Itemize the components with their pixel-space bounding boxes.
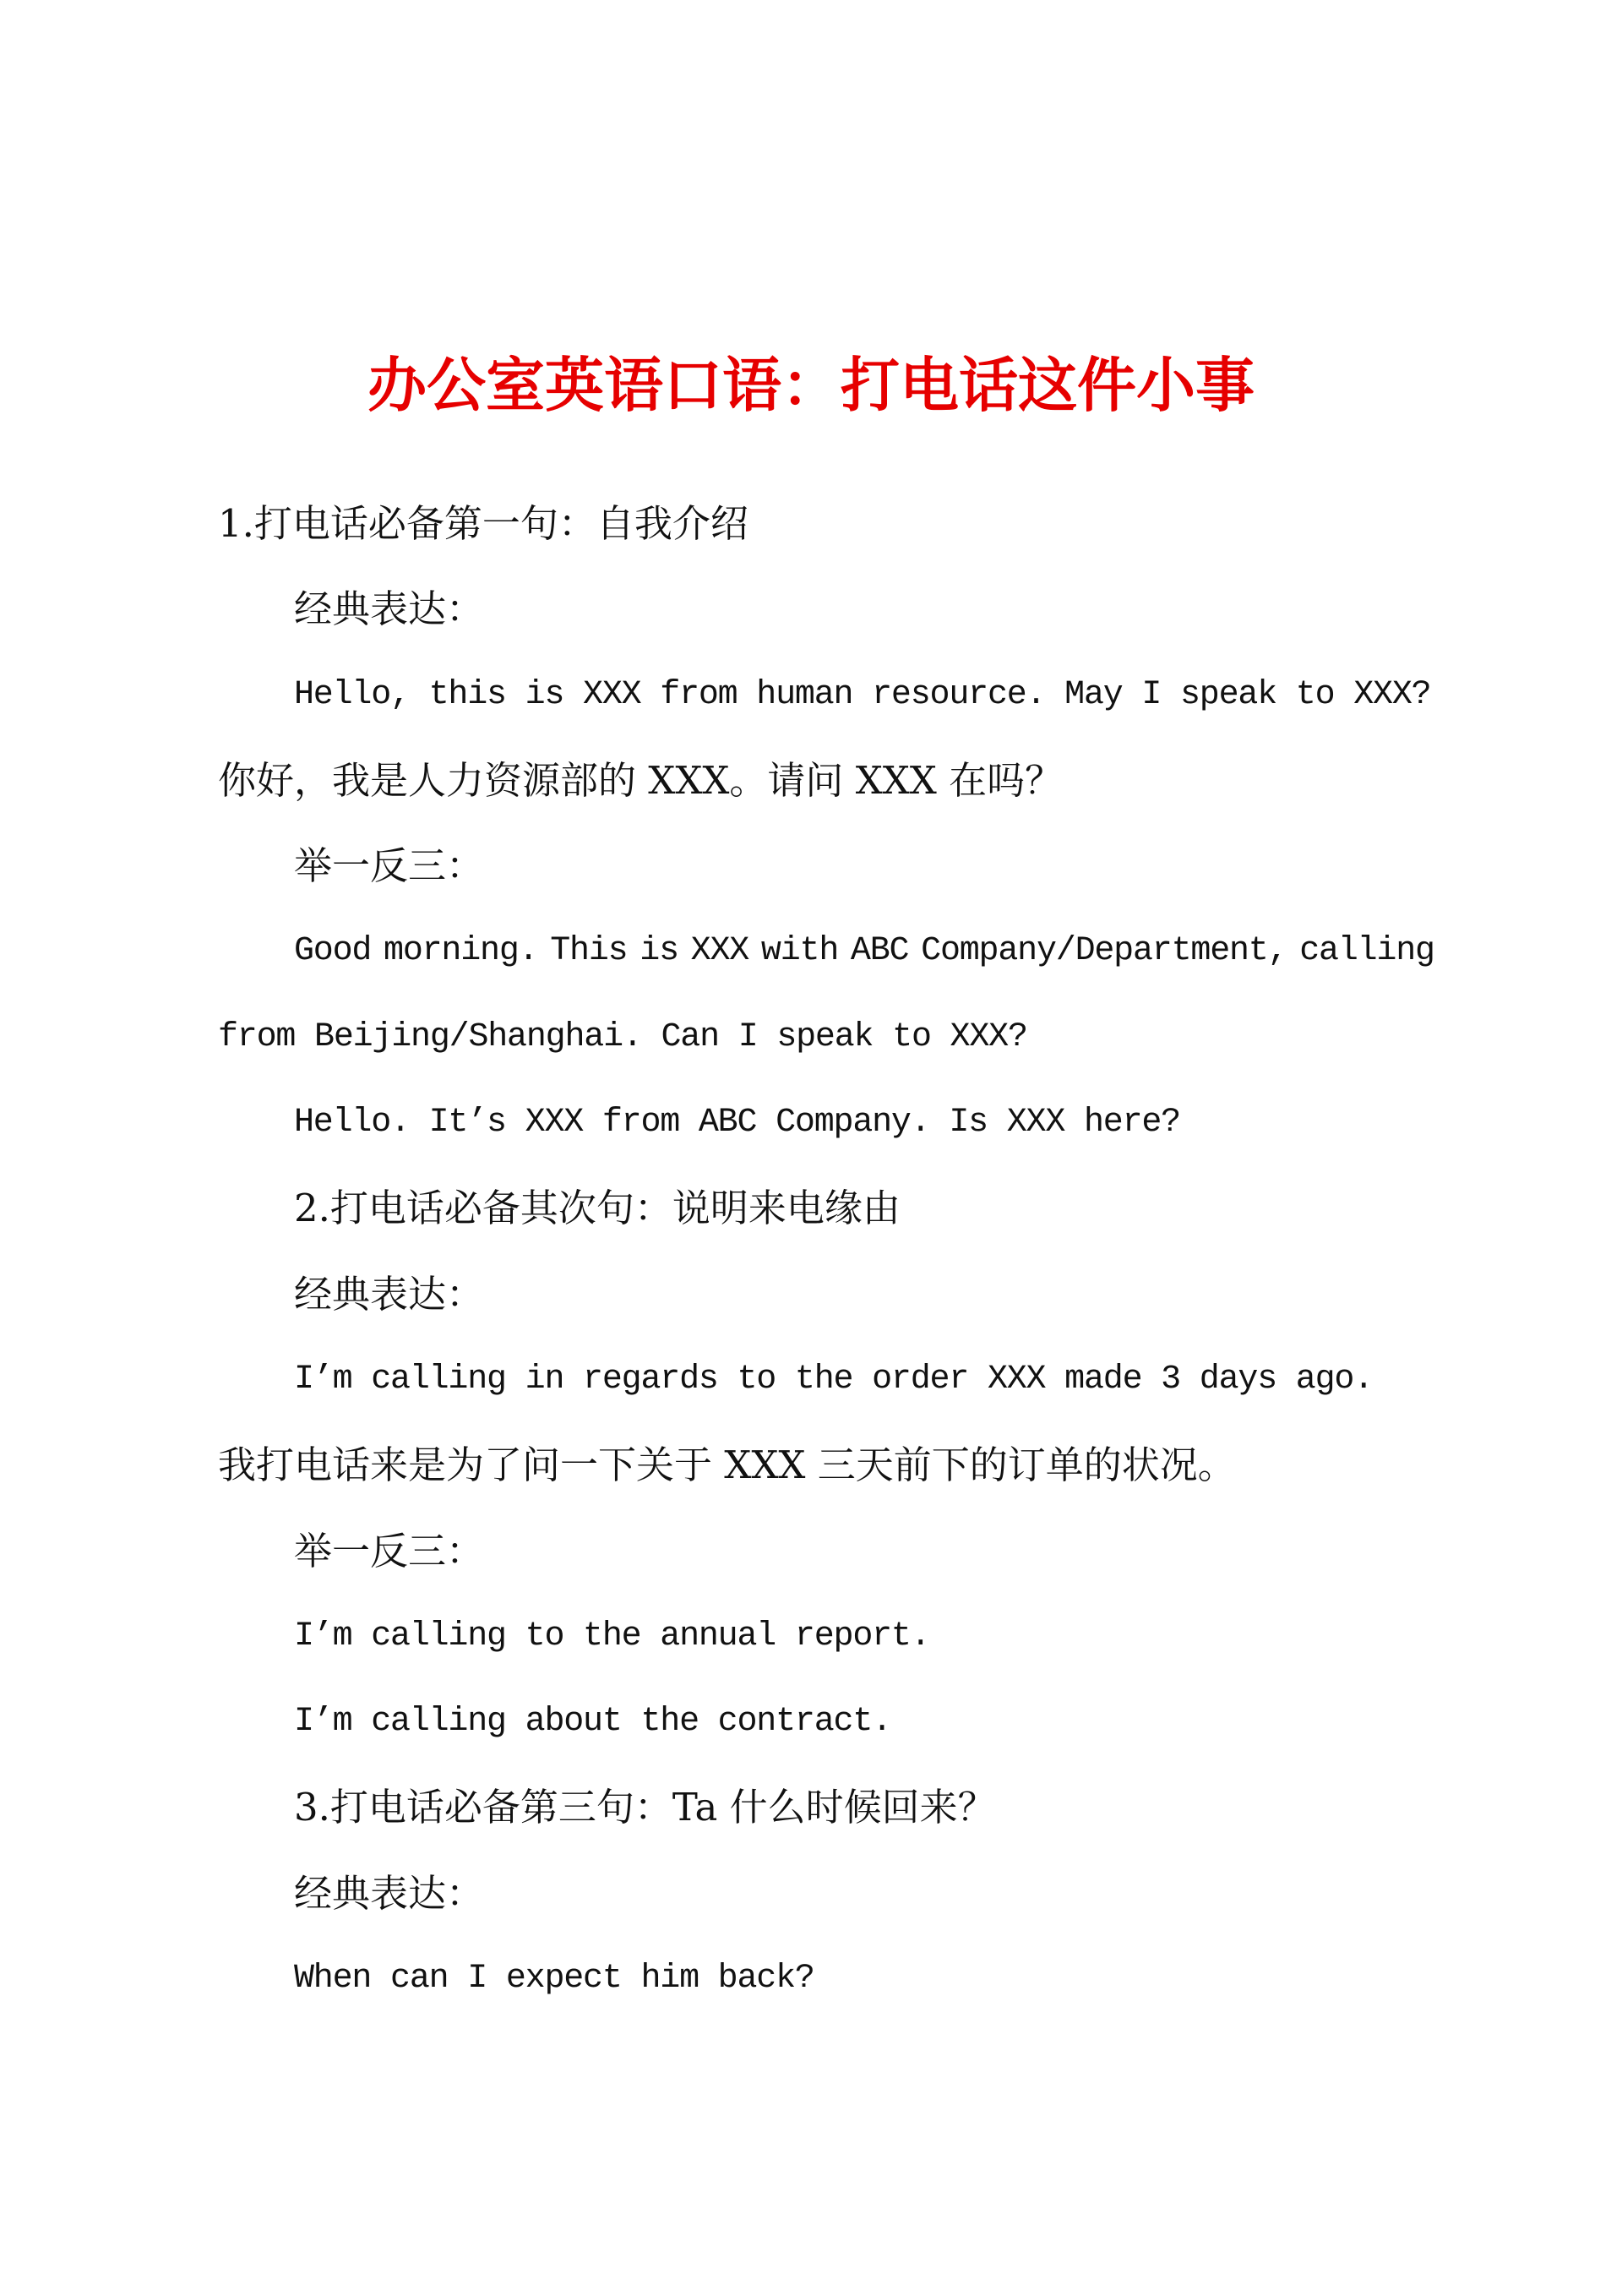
section-1-variation-1-line-1: Good morning. This is XXX with ABC Company/Department, calling bbox=[294, 932, 1434, 971]
section-1-classic-label: 经典表达： bbox=[294, 586, 485, 632]
section-2-variation-1: I’m calling to the annual report. bbox=[294, 1617, 930, 1655]
document-title: 办公室英语口语：打电话这件小事 bbox=[367, 350, 1255, 420]
section-1-variation-2: Hello. It’s XXX from ABC Company. Is XXX here? bbox=[294, 1104, 1180, 1143]
section-1-classic-english: Hello, this is XXX from human resource. May I speak to XXX? bbox=[294, 675, 1431, 714]
section-2-classic-label: 经典表达： bbox=[294, 1271, 485, 1317]
section-3-classic-label: 经典表达： bbox=[294, 1870, 485, 1916]
section-2-classic-english: I’m calling in regards to the order XXX made 3 days ago. bbox=[294, 1360, 1374, 1399]
section-3-classic-english: When can I expect him back? bbox=[294, 1960, 814, 1999]
section-1-variation-1-line-2: from Beijing/Shanghai. Can I speak to XXX? bbox=[218, 1017, 1027, 1056]
section-1-variations-label: 举一反三： bbox=[294, 843, 485, 889]
section-2-variations-label: 举一反三： bbox=[294, 1528, 485, 1573]
section-2-variation-2: I’m calling about the contract. bbox=[294, 1703, 891, 1742]
document-body bbox=[218, 481, 1434, 2021]
section-1-heading: 1.打电话必备第一句：自我介绍 bbox=[218, 501, 748, 546]
section-2-heading: 2.打电话必备其次句：说明来电缘由 bbox=[294, 1186, 901, 1231]
section-1-classic-chinese: 你好，我是人力资源部的 XXX。请问 XXX 在吗？ bbox=[218, 757, 1064, 803]
section-3-heading: 3.打电话必备第三句：Ta 什么时候回来？ bbox=[294, 1785, 996, 1830]
section-2-classic-chinese: 我打电话来是为了问一下关于 XXX 三天前下的订单的状况。 bbox=[218, 1442, 1236, 1488]
